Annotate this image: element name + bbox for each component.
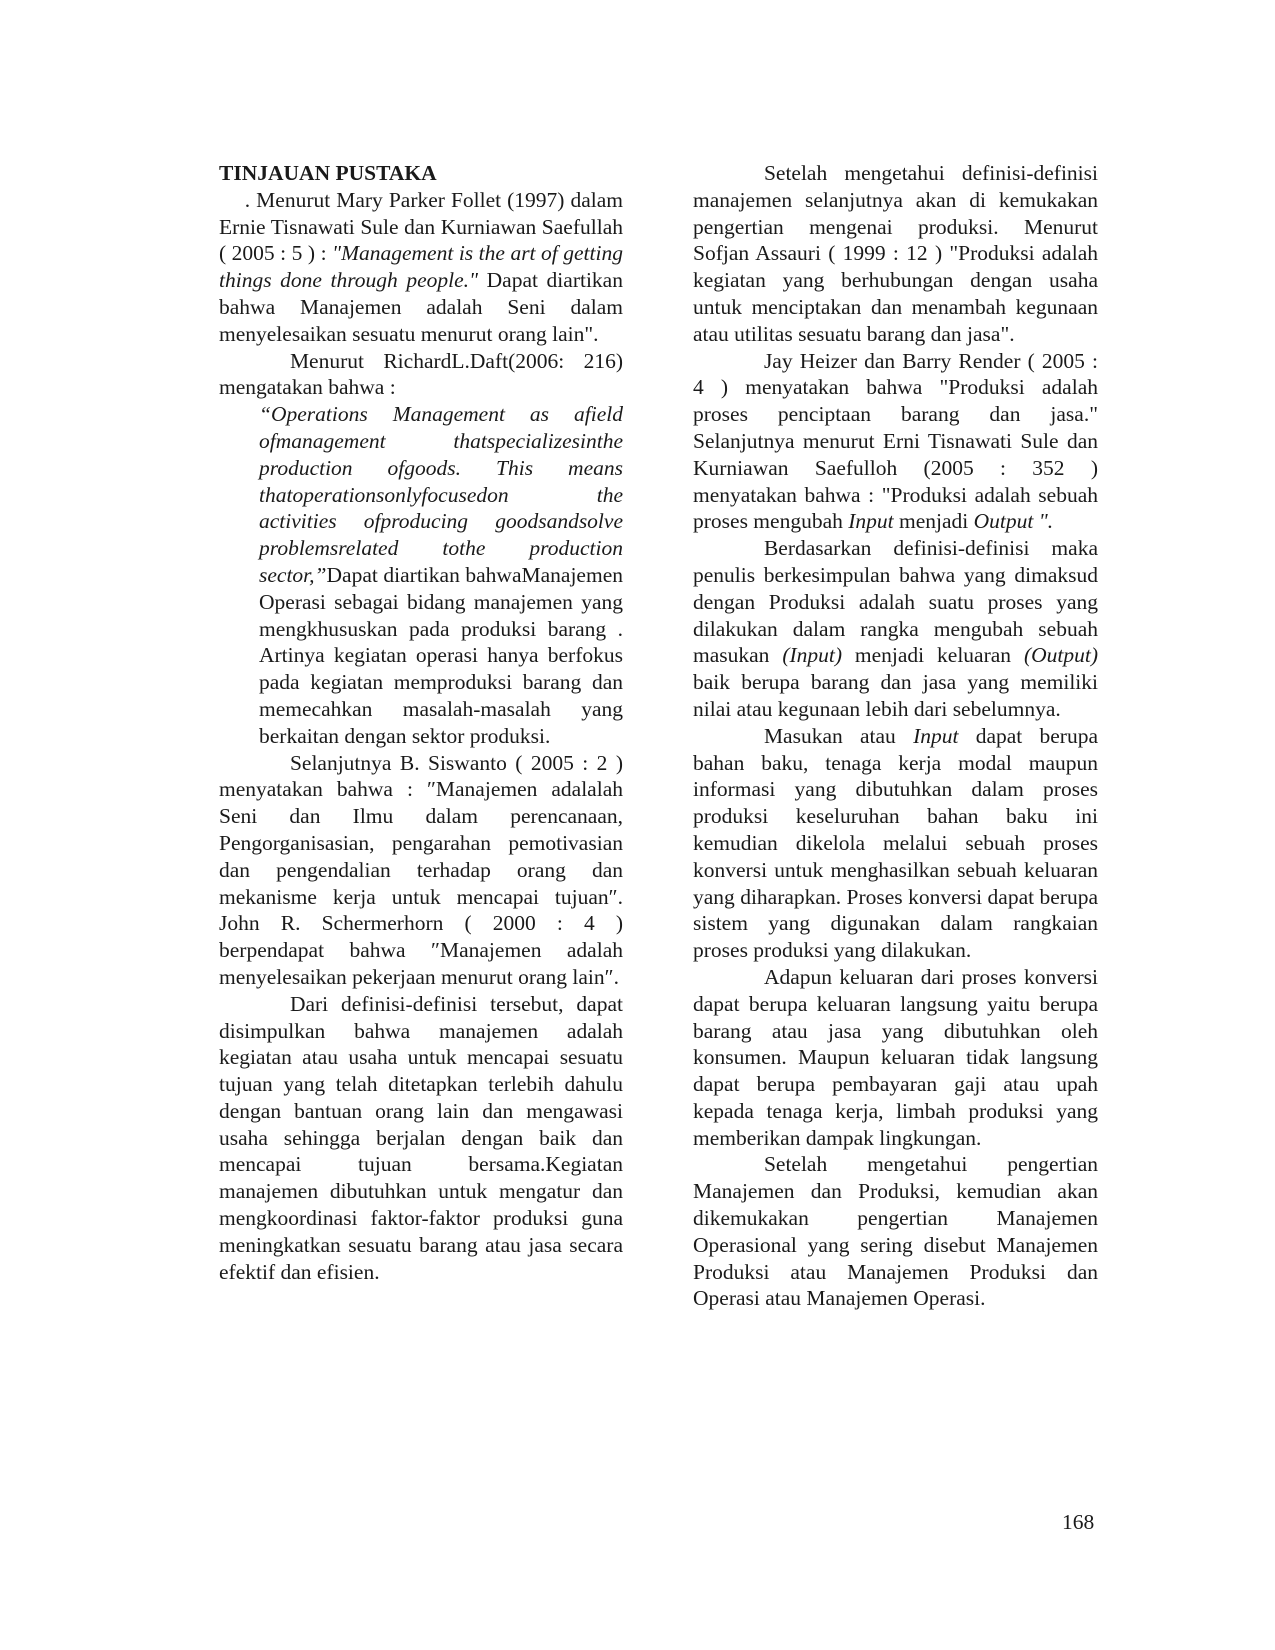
paragraph-follet [219,187,623,348]
paragraph-conclusion: Dari definisi-definisi tersebut, dapat disimpulkan bahwa manajemen adalah kegiatan atau usaha untuk mencapai sesuatu tujuan yang telah ditetapkan terlebih dahulu dengan bantuan orang lain dan mengawasi usaha sehingga berjalan dengan baik dan mencapai tujuan bersama.Kegiatan manajemen dibutuhkan untuk mengatur dan mengkoordinasi faktor-faktor produksi guna meningkatkan sesuatu barang atau jasa secara efektif dan efisien. [219,991,623,1284]
paragraph-text: menjadi keluaran [842,643,1024,668]
italic-term: Output ". [973,509,1054,534]
paragraph-masukan [693,723,1098,964]
paragraph-keluaran: Adapun keluaran dari proses konversi dapat berupa keluaran langsung yaitu berupa barang atau jasa yang dibutuhkan oleh konsumen. Maupun keluaran tidak langsung dapat berupa pembayaran gaji atau upah kepada tenaga kerja, limbah produksi yang memberikan dampak lingkungan. [693,964,1098,1150]
paragraph-daft: Menurut RichardL.Daft(2006: 216) mengatakan bahwa : [219,348,623,400]
page-number: 168 [1062,1510,1095,1534]
paragraph-berdasarkan [693,535,1098,723]
quote-text: “Operations Management as afield ofmanagement thatspecializesinthe production ofgoods. This means thatoperationsonlyfocusedon the activities ofproducing goodsandsolve problemsrelated tothe production sector,” [259,402,623,587]
paragraph-text: baik berupa barang dan jasa yang memiliki nilai atau kegunaan lebih dari sebelumnya. [693,670,1098,721]
paragraph-text: Masukan atau [763,723,914,748]
italic-term: (Input) [782,643,843,668]
paragraph-text: Dapat diartikan bahwaManajemen Operasi sebagai bidang manajemen yang mengkhususkan pada produksi barang . Artinya kegiatan operasi hanya berfokus pada kegiatan memproduksi barang dan memecahkan masalah-masalah yang berkaitan dengan sektor produksi. [259,562,623,748]
paragraph-text: menjadi [893,509,974,534]
paragraph-setelah: Setelah mengetahui pengertian Manajemen dan Produksi, kemudian akan dikemukakan pengertian Manajemen Operasional yang sering disebut Manajemen Produksi atau Manajemen Produksi dan Operasi atau Manajemen Operasi. [693,1152,1098,1311]
paragraph-text: Dapat diartikan bahwa Manajemen adalah Seni dalam menyelesaikan sesuatu menurut orang lain". [219,268,623,346]
block-quote [259,401,623,749]
paragraph-assauri: Setelah mengetahui definisi-definisi manajemen selanjutnya akan di kemukakan pengertian mengenai produksi. Menurut Sofjan Assauri ( 1999 : 12 ) "Produksi adalah kegiatan yang berhubungan dengan usaha untuk menciptakan dan menambah kegunaan atau utilitas sesuatu barang dan jasa". [693,161,1098,346]
paragraph-text: Jay Heizer dan Barry Render ( 2005 : 4 ) menyatakan bahwa "Produksi adalah proses penciptaan barang dan jasa." Selanjutnya menurut Erni Tisnawati Sule dan Kurniawan Saefulloh (2005 : 352 ) menyatakan bahwa : "Produksi adalah sebuah proses mengubah [693,348,1098,534]
paragraph-siswanto: Selanjutnya B. Siswanto ( 2005 : 2 ) menyatakan bahwa : ″Manajemen adalalah Seni dan Ilmu dalam perencanaan, Pengorganisasian, pengarahan pemotivasian dan pengendalian terhadap orang dan mekanisme kerja untuk mencapai tujuan″. John R. Schermerhorn ( 2000 : 4 ) berpendapat bahwa ″Manajemen adalah menyelesaikan pekerjaan menurut orang lain″. [219,750,623,989]
paragraph-heizer [693,348,1098,536]
quote-text: "Management is the art of getting things done through people." [219,241,623,293]
italic-term: Input [848,509,894,534]
paragraph-text: . Menurut Mary Parker Follet (1997) dalam Ernie Tisnawati Sule dan Kurniawan Saefullah ( 2005 : 5 ) : [219,187,623,266]
left-column [219,160,623,1285]
italic-term: Input [913,723,959,748]
italic-term: (Output) [1023,643,1098,668]
paragraph-text: dapat berupa bahan baku, tenaga kerja modal maupun informasi yang dibutuhkan dalam proses produksi keseluruhan bahan baku ini kemudian dikelola melalui sebuah proses konversi untuk menghasilkan sebuah keluaran yang diharapkan. Proses konversi dapat berupa sistem yang digunakan dalam rangkaian proses produksi yang dilakukan. [693,723,1098,963]
right-column [693,160,1098,1312]
paragraph-text: Berdasarkan definisi-definisi maka penulis berkesimpulan bahwa yang dimaksud dengan Produksi adalah suatu proses yang dilakukan dalam rangka mengubah sebuah masukan [693,536,1098,668]
section-heading: TINJAUAN PUSTAKA [219,161,437,185]
